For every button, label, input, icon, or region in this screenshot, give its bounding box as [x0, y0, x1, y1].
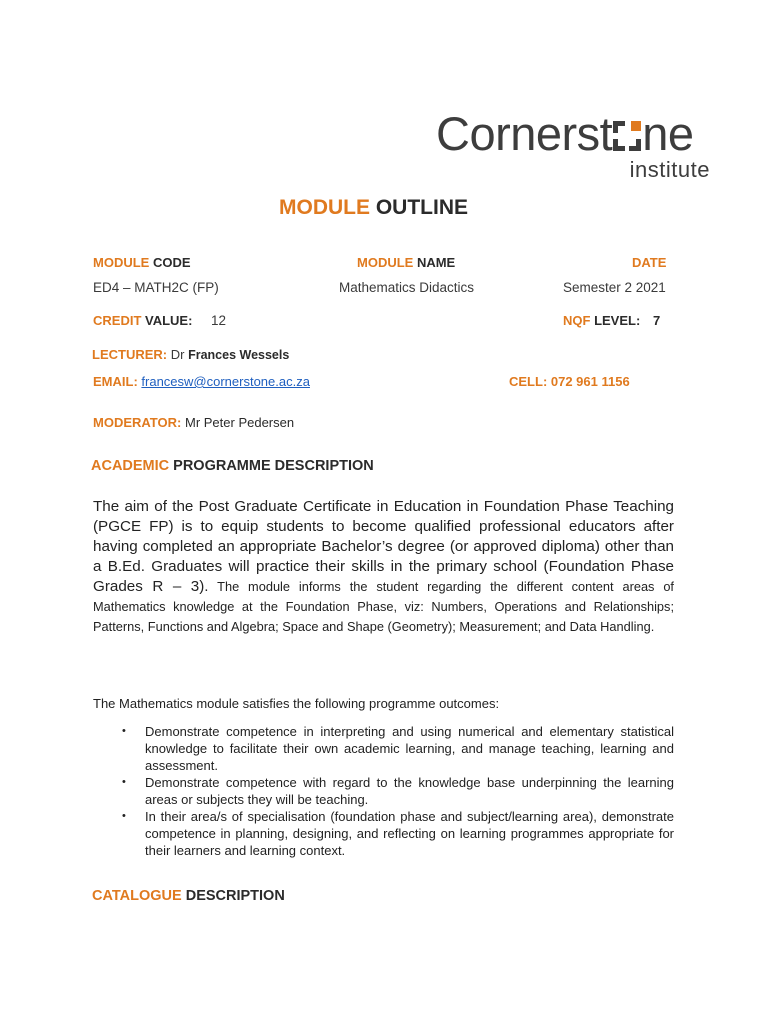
module-name-value: Mathematics Didactics [339, 280, 475, 295]
logo-wordmark: Cornerst ne [436, 107, 694, 160]
email-link[interactable]: francesw@cornerstone.ac.za [141, 374, 310, 389]
logo-subtitle: institute [629, 157, 710, 182]
logo-o-mark-icon [613, 121, 641, 151]
list-item: • In their area/s of specialisation (foundation phase and subject/learning area), demonstrate competence in planning, designing, and reflecting on learning programmes appropriate for their learners and learning context. [122, 809, 674, 858]
academic-programme-heading: ACADEMIC PROGRAMME DESCRIPTION [91, 458, 374, 474]
email-line: EMAIL: francesw@cornerstone.ac.za [93, 374, 310, 389]
catalogue-description-heading: CATALOGUE DESCRIPTION [92, 888, 285, 904]
module-code-label: MODULE CODE [93, 255, 191, 270]
bullet-icon: • [122, 776, 126, 788]
nqf-level-value: 7 [653, 313, 661, 328]
outcomes-list [93, 723, 674, 859]
cell-line: CELL: 072 961 1156 [509, 374, 630, 389]
date-value: Semester 2 2021 [563, 280, 666, 295]
cornerstone-logo [436, 108, 716, 180]
bullet-icon: • [122, 725, 126, 737]
credit-value: 12 [211, 313, 227, 328]
lecturer-line: LECTURER: Dr Frances Wessels [92, 347, 290, 362]
module-name-label: MODULE NAME [357, 255, 456, 270]
date-label: DATE [632, 255, 667, 270]
module-code-value: ED4 – MATH2C (FP) [93, 280, 219, 295]
list-item: • Demonstrate competence with regard to the knowledge base underpinning the learning areas or subjects they will be teaching. [122, 775, 674, 807]
academic-programme-paragraph: The aim of the Post Graduate Certificate in Education in Foundation Phase Teaching (PGCE FP) is to equip students to become qualified professional educators after having completed an appropriate Bachelor’s degree (or approved diploma) other than a B.Ed. Graduates will practice their skills in the primary school (Foundation Phase Grades R – 3). The module informs the student regarding the different content areas of Mathematics knowledge at the Foundation Phase, viz: Numbers, Operations and Relationships; Patterns, Functions and Algebra; Space and Shape (Geometry); Measurement; and Data Handling. [93, 498, 674, 634]
outcomes-intro: The Mathematics module satisfies the following programme outcomes: [93, 696, 500, 711]
nqf-level-label: NQF LEVEL: [563, 313, 641, 328]
list-item: • Demonstrate competence in interpreting and using numerical and elementary statistical knowledge to facilitate their own academic learning, and manage teaching, learning and assessment. [122, 724, 674, 773]
moderator-line: MODERATOR: Mr Peter Pedersen [93, 415, 295, 430]
credit-value-label: CREDIT VALUE: [93, 313, 193, 328]
bullet-icon: • [122, 810, 126, 822]
